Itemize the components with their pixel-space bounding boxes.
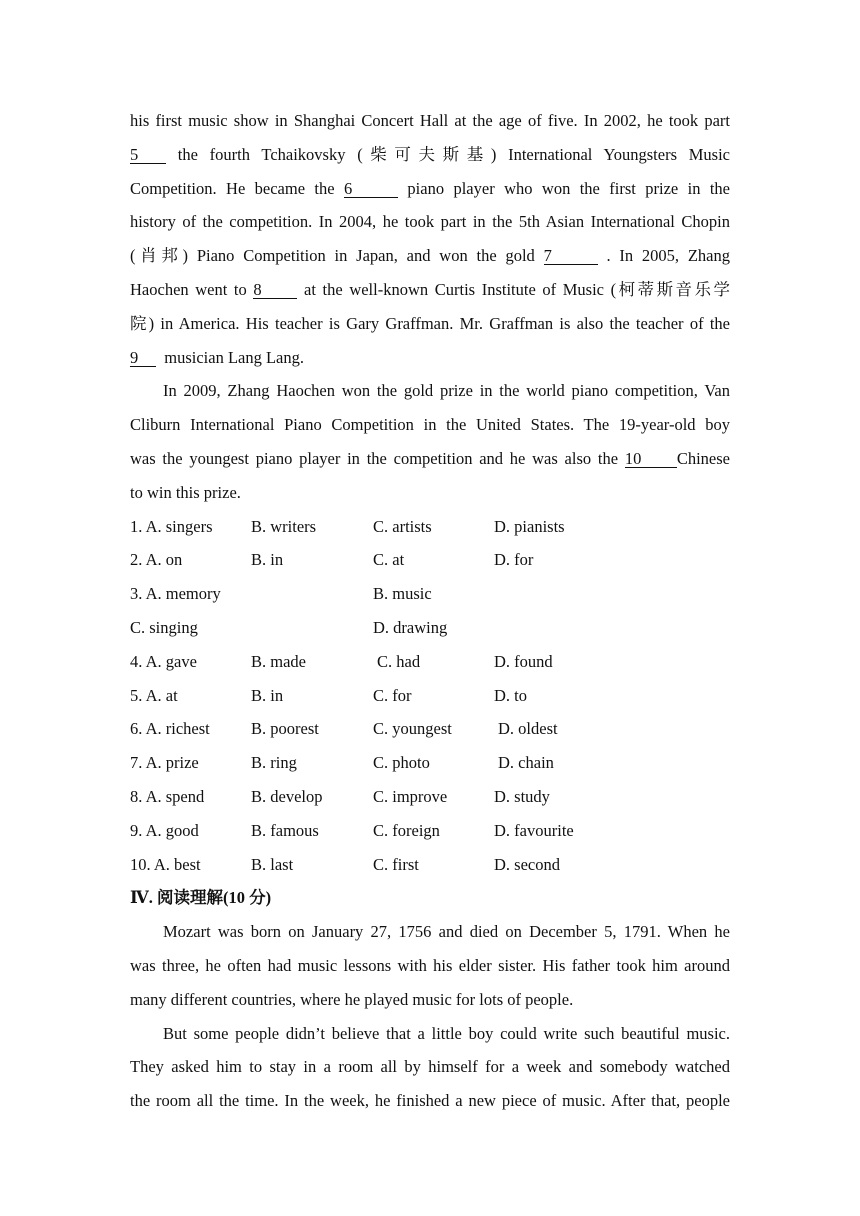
option-d[interactable]: D. second [494,854,560,874]
option-b[interactable]: B. in [251,685,284,705]
option-a[interactable]: 10. A. best [130,854,201,874]
option-b[interactable]: B. last [251,854,294,874]
blank-10[interactable]: 10 [625,451,677,468]
passage-line [130,949,730,983]
option-b[interactable]: B. writers [251,516,317,536]
blank-9[interactable]: 9 [130,350,156,367]
text: at the well-known Curtis Institute of Music (柯蒂斯音乐学 [304,279,731,299]
passage-line [130,307,730,341]
option-c[interactable]: C. improve [373,786,448,806]
option-d[interactable]: D. drawing [373,617,448,637]
text: Competition. He became the [130,178,335,198]
option-row [130,780,730,814]
text: many different countries, where he played music for lots of people. [130,989,574,1009]
option-row [130,712,730,746]
option-d[interactable]: D. favourite [494,820,574,840]
option-c[interactable]: C. for [373,685,412,705]
text: But some people didn’t believe that a little boy could write such beautiful music. [163,1023,730,1043]
text: the fourth Tchaikovsky (柴可夫斯基) International Youngsters Music [177,144,730,164]
option-a[interactable]: 1. A. singers [130,516,213,536]
option-row [130,645,730,679]
option-c[interactable]: C. had [377,651,421,671]
passage-line [130,408,730,442]
text: In 2009, Zhang Haochen won the gold prize in the world piano competition, Van [163,381,730,401]
text: his first music show in Shanghai Concert Hall at the age of five. In 2002, he took part [130,111,730,130]
blank-5[interactable]: 5 [130,147,166,164]
blank-6[interactable]: 6 [344,181,398,198]
option-b[interactable]: B. in [251,550,284,570]
option-a[interactable]: 5. A. at [130,685,178,705]
option-row [130,611,730,645]
option-c[interactable]: C. foreign [373,820,440,840]
text: was three, he often had music lessons with his elder sister. His father took him around [130,955,730,975]
passage-line [130,442,730,476]
option-c[interactable]: C. youngest [373,719,452,739]
option-row [130,510,730,544]
text: (肖邦) Piano Competition in Japan, and won the gold [130,246,535,266]
passage-line [130,104,730,138]
passage-line [130,341,730,375]
option-b[interactable]: B. develop [251,786,323,806]
option-c[interactable]: C. singing [130,617,198,637]
text: history of the competition. In 2004, he took part in the 5th Asian International Chopin [130,212,730,232]
passage-line [130,374,730,408]
option-c[interactable]: C. photo [373,753,430,773]
passage-line [130,205,730,239]
section-heading: Ⅳ. 阅读理解(10 分) [130,888,272,908]
text: musician Lang Lang. [164,347,305,367]
option-a[interactable]: 3. A. memory [130,584,221,604]
option-a[interactable]: 9. A. good [130,820,199,840]
option-row [130,746,730,780]
blank-7[interactable]: 7 [544,248,598,265]
options-list [130,510,730,882]
option-row [130,543,730,577]
option-d[interactable]: D. study [494,786,550,806]
option-a[interactable]: 8. A. spend [130,786,205,806]
passage-line [130,476,730,510]
option-b[interactable]: B. poorest [251,719,319,739]
passage-line [130,239,730,273]
option-b[interactable]: B. made [251,651,306,671]
option-c[interactable]: C. at [373,550,405,570]
passage-line [130,138,730,172]
option-c[interactable]: C. first [373,854,419,874]
document-page [130,104,730,1118]
text: to win this prize. [130,482,241,502]
option-a[interactable]: 7. A. prize [130,753,199,773]
passage-line [130,273,730,307]
text: Mozart was born on January 27, 1756 and died on December 5, 1791. When he [163,922,730,942]
option-b[interactable]: B. ring [251,753,297,773]
option-a[interactable]: 4. A. gave [130,651,197,671]
text: the room all the time. In the week, he finished a new piece of music. After that, people [130,1091,730,1111]
text: They asked him to stay in a room all by himself for a week and somebody watched [130,1057,730,1077]
option-d[interactable]: D. oldest [498,719,558,739]
option-c[interactable]: C. artists [373,516,432,536]
passage-line [130,172,730,206]
option-a[interactable]: 2. A. on [130,550,183,570]
option-b[interactable]: B. famous [251,820,319,840]
option-d[interactable]: D. found [494,651,553,671]
option-a[interactable]: 6. A. richest [130,719,210,739]
passage-line [130,1084,730,1118]
option-d[interactable]: D. chain [498,753,554,773]
blank-8[interactable]: 8 [253,282,297,299]
passage-line [130,915,730,949]
option-b[interactable]: B. music [373,584,432,604]
option-row [130,848,730,882]
text: Cliburn International Piano Competition in the United States. The 19-year-old boy [130,415,730,435]
passage-line [130,1050,730,1084]
text: piano player who won the first prize in the [407,178,731,198]
option-row [130,577,730,611]
text: was the youngest piano player in the competition and he was also the [130,448,619,468]
option-d[interactable]: D. to [494,685,527,705]
passage-line [130,1017,730,1051]
text: 院) in America. His teacher is Gary Graffman. Mr. Graffman is also the teacher of the [130,313,730,333]
option-row [130,679,730,713]
option-d[interactable]: D. for [494,550,534,570]
text: Chinese [676,448,730,468]
option-d[interactable]: D. pianists [494,516,565,536]
option-row [130,814,730,848]
text: . In 2005, Zhang [606,246,730,266]
text: Haochen went to [130,279,247,299]
passage-line [130,983,730,1017]
